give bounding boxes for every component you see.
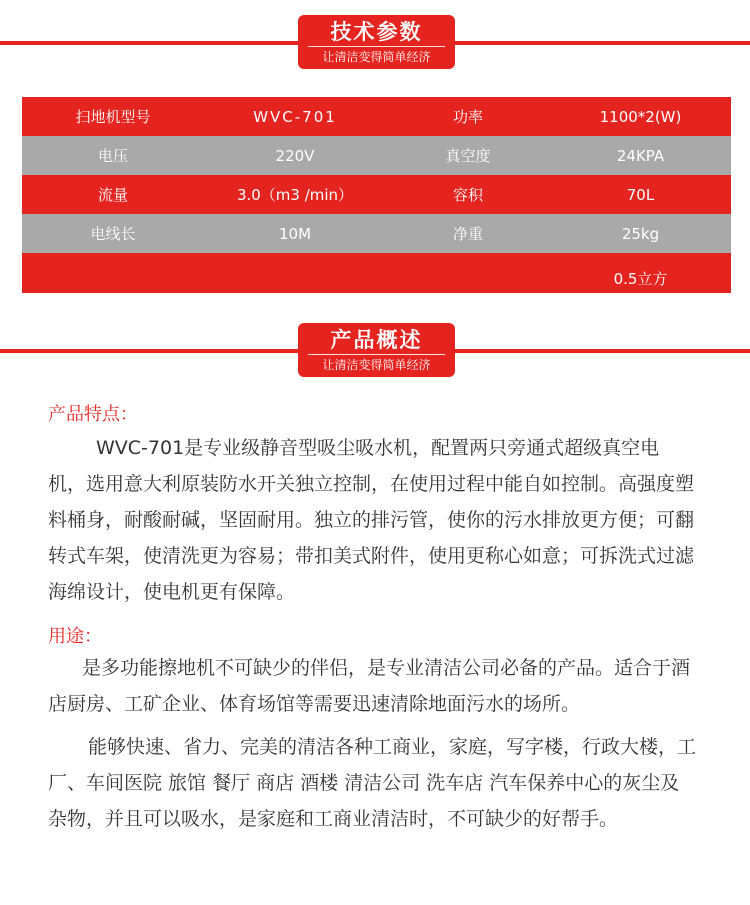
spec-row	[22, 136, 731, 175]
spec-label: 净重	[386, 214, 550, 253]
spec-label: 功率	[386, 97, 550, 136]
usage-text-2: 能够快速、省力、完美的清洁各种工商业，家庭，写字楼，行政大楼，工厂、车间医院 旅馆 餐厅 商店 酒楼 清洁公司 洗车店 汽车保养中心的灰尘及杂物，并且可以吸水，是家庭和工商业清洁时，不可缺少的好帮手。	[48, 736, 697, 830]
spec-label: 电线长	[22, 214, 204, 253]
spec-row	[22, 175, 731, 214]
tech-params-header	[0, 15, 750, 79]
spec-row	[22, 214, 731, 253]
usage-heading: 用途：	[48, 626, 102, 647]
spec-value: 24KPA	[550, 136, 731, 175]
spec-label: 容积	[386, 175, 550, 214]
product-overview-badge	[298, 323, 455, 377]
spec-label: 真空度	[386, 136, 550, 175]
spec-value: 0.5立方	[550, 253, 731, 293]
spec-label: 扫地机型号	[22, 97, 204, 136]
spec-value: 70L	[550, 175, 731, 214]
spec-label: 流量	[22, 175, 204, 214]
spec-value: 3.0（m3 /min）	[204, 175, 386, 214]
spec-value: 25kg	[550, 214, 731, 253]
section-subtitle: 让清洁变得简单经济	[308, 354, 445, 374]
tech-params-badge	[298, 15, 455, 69]
spec-label	[386, 253, 550, 293]
section-title: 产品概述	[330, 328, 423, 352]
spec-label	[22, 253, 204, 293]
spec-row	[22, 253, 731, 293]
features-heading: 产品特点：	[48, 404, 138, 425]
section-subtitle: 让清洁变得简单经济	[308, 46, 445, 66]
spec-value	[204, 253, 386, 293]
features-text: WVC-701是专业级静音型吸尘吸水机，配置两只旁通式超级真空电机，选用意大利原装防水开关独立控制，在使用过程中能自如控制。高强度塑料桶身，耐酸耐碱，坚固耐用。独立的排污管，使你的污水排放更方便；可翻转式车架，使清洗更为容易；带扣美式附件，使用更称心如意；可拆洗式过滤海绵设计，使电机更有保障。	[48, 437, 695, 603]
section-title: 技术参数	[330, 20, 423, 44]
usage-section	[48, 624, 696, 837]
spec-value: 1100*2(W)	[550, 97, 731, 136]
features-section	[48, 402, 696, 610]
product-overview-header	[0, 323, 750, 387]
spec-value: 10M	[204, 214, 386, 253]
spec-value: WVC-701	[204, 97, 386, 136]
spec-row	[22, 97, 731, 136]
spec-value: 220V	[204, 136, 386, 175]
usage-text-1: 是多功能擦地机不可缺少的伴侣，是专业清洁公司必备的产品。适合于酒店厨房、工矿企业、体育场馆等需要迅速清除地面污水的场所。	[48, 657, 691, 715]
spec-label: 电压	[22, 136, 204, 175]
spec-table	[22, 97, 731, 293]
